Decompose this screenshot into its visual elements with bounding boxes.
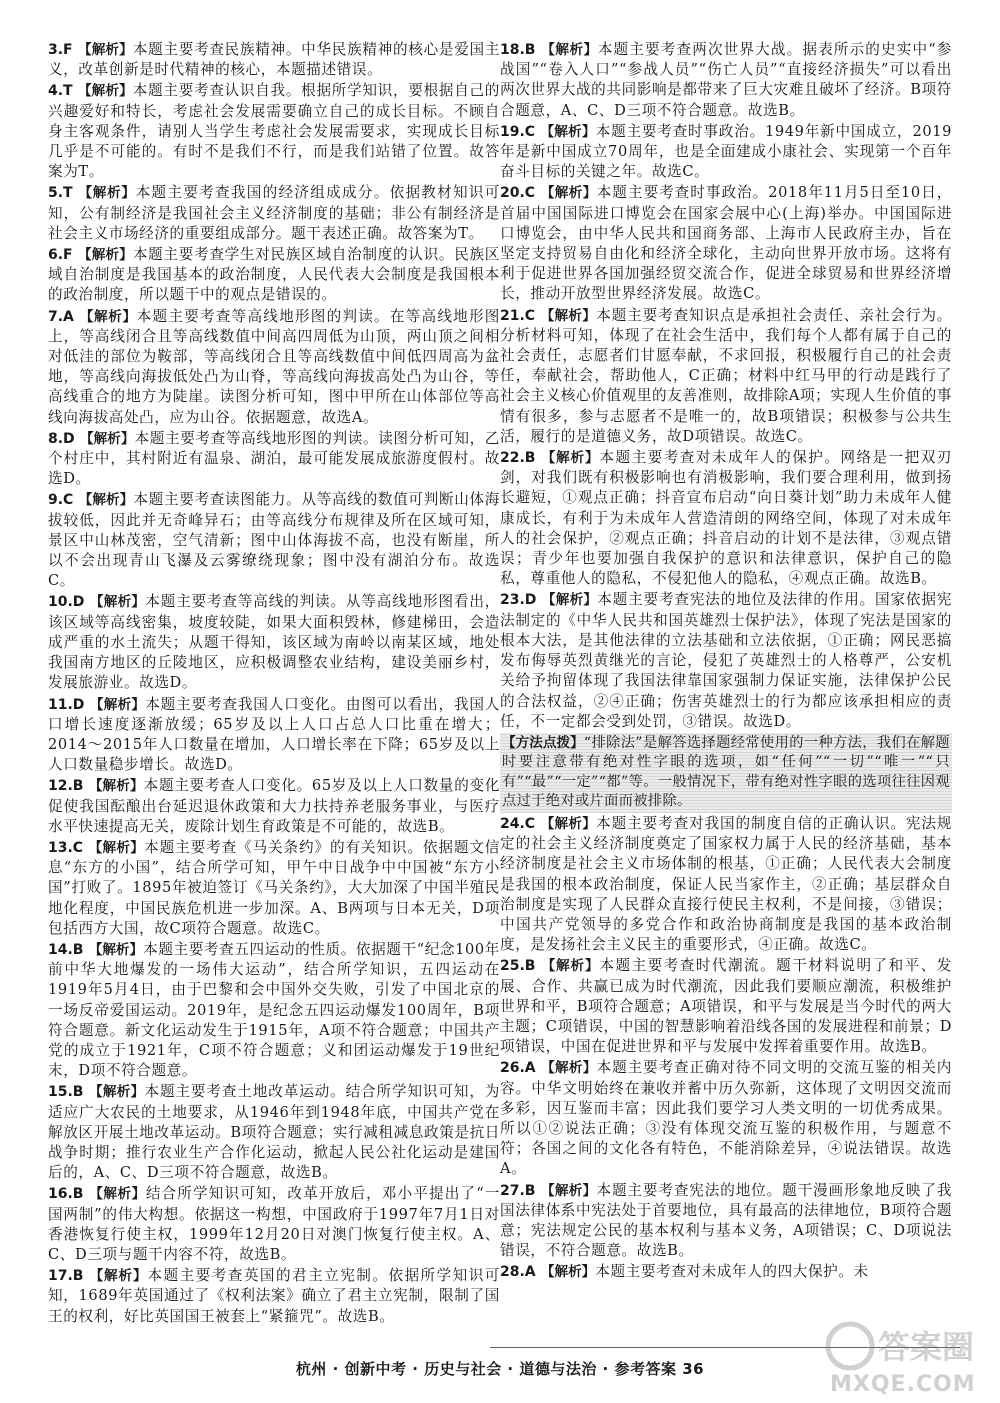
answer-entry <box>48 81 500 182</box>
answer-entry <box>48 490 500 591</box>
answer-entry <box>48 592 500 693</box>
watermark-logo-text: 答案圈 <box>878 1328 975 1366</box>
answer-number: 22.B <box>500 450 536 467</box>
answer-entry <box>48 40 500 80</box>
analysis-label: 【解析】 <box>540 815 597 832</box>
answer-number: 8.D <box>48 430 75 447</box>
answer-entry <box>500 1262 952 1282</box>
answer-number: 25.B <box>500 958 536 975</box>
watermark <box>820 1318 990 1398</box>
analysis-label: 【解析】 <box>79 308 137 325</box>
analysis-label: 【解析】 <box>541 592 598 609</box>
answer-number: 5.T <box>48 185 73 202</box>
analysis-label: 【解析】 <box>77 42 133 58</box>
answer-entry <box>500 306 952 447</box>
analysis-label: 【解析】 <box>78 185 136 202</box>
answer-text: 本题主要考查读图能力。从等高线的数值可判断山体海拔较低，因此并无奇峰异石；由等高线分布规律及所在区域可知，景区中山林茂密，空气清新；图中山体海拔不高，也没有断崖，所以不会出现青山飞瀑及云雾缭绕现象；图中没有湖泊分布。故选C。 <box>48 491 500 590</box>
method-tip <box>500 733 952 813</box>
analysis-label: 【解析】 <box>540 185 597 202</box>
analysis-label: 【解析】 <box>541 958 600 975</box>
answer-number: 11.D <box>48 696 85 713</box>
answer-number: 24.C <box>500 815 536 832</box>
answer-entry <box>48 429 500 490</box>
answer-entry <box>48 307 500 428</box>
answer-entry <box>500 1058 952 1179</box>
answer-number: 17.B <box>48 1268 84 1285</box>
answer-text: 本题主要考查两次世界大战。据表所示的史实中“参战国”“卷入人口”“参战人员”“伤亡人员”“直接经济损失”可以看出两次世界大战的共同影响是都带来了巨大灾难且破坏了经济。B项符合题意，A、C、D三项不符合题意。故选B。 <box>500 41 953 119</box>
answer-number: 7.A <box>48 308 74 325</box>
page-footer: 杭州 · 创新中考 · 历史与社会 · 道德与法治 · 参考答案 36 <box>295 1360 705 1378</box>
answer-number: 23.D <box>500 592 537 609</box>
answer-entry <box>500 956 952 1057</box>
answer-text: 本题主要考查对未成年人的保护。网络是一把双刃剑，对我们既有积极影响也有消极影响，我们要合理利用，做到扬长避短，①观点正确；抖音宣布启动“向日葵计划”助力未成年人健康成长，有利于为未成年人营造清朗的网络空间，体现了对未成年人的社会保护，②观点正确；抖音启动的计划不是法律，③观点错误；青少年也要加强自我保护的意识和法律意识，保护自己的隐私，尊重他人的隐私，不侵犯他人的隐私，④观点正确。故选B。 <box>500 449 952 588</box>
answer-text: 本题主要考查宪法的地位。题干漫画形象地反映了我国法律体系中宪法处于首要地位，具有最高的法律地位，B项符合题意；宪法规定公民的基本权利与基本义务，A项错误；C、D项说法错误，不符合题意。故选B。 <box>500 1181 952 1260</box>
answer-entry <box>500 183 952 304</box>
answer-entry <box>48 1082 500 1183</box>
answer-number: 16.B <box>48 1186 84 1203</box>
answer-entry <box>500 448 952 589</box>
answer-text: “排除法”是解答选择题经常使用的一种方法，我们在解题时要注意带有绝对性字眼的选项，如“任何”“一切”“唯一”“只有”“最”“一定”“都”等。一般情况下，带有绝对性字眼的选项往往因观点过于绝对或片面而被排除。 <box>502 734 950 810</box>
analysis-label: 【解析】 <box>541 1060 597 1077</box>
right-column <box>500 40 952 1284</box>
answer-text: 本题主要考查英国的君主立宪制。依据所学知识可知，1689年英国通过了《权利法案》确立了君主立宪制，限制了国王的权利，好比英国国王被套上“紧箍咒”。故选B。 <box>48 1267 500 1325</box>
analysis-label: 【解析】 <box>89 594 146 611</box>
answer-number: 14.B <box>48 941 84 958</box>
answer-text: 本题主要考查正确对待不同文明的交流互鉴的相关内容。中华文明始终在兼收并蓄中历久弥新，这体现了文明因交流而多彩，因互鉴而丰富；因此我们要学习人类文明的一切优秀成果。所以①②说法正确；③没有体现交流互鉴的积极作用，与题意不符；各国之间的文化各有特色，不能消除差异，④说法错误。故选A。 <box>500 1059 952 1178</box>
analysis-label: 【解析】 <box>89 1268 148 1285</box>
answer-text: 本题主要考查等高线地形图的判读。在等高线地形图上，等高线闭合且等高线数值中间高四周低为山顶，两山顶之间相对低洼的部位为鞍部，等高线闭合且等高线数值中间低四周高为盆地，等高线向海拔低处凸为山脊，等高线向海拔高处凸为山谷，等高线重合的地方为陡崖。读图分析可知，图中甲所在山体部位等高线向海拔高处凸，应为山谷。依据题意，故选A。 <box>48 307 500 426</box>
answer-text: 本题主要考查土地改革运动。结合所学知识可知，为适应广大农民的土地要求，从1946年到1948年底，中国共产党在解放区开展土地改革运动。B项符合题意；实行减租减息政策是抗日战争时期；推行农业生产合作化运动，掀起人民公社化运动是建国后的，A、C、D三项不符合题意，故选B。 <box>48 1083 500 1182</box>
analysis-label: 【解析】 <box>88 941 144 958</box>
answer-entry <box>500 590 952 731</box>
answer-number: 21.C <box>500 307 536 324</box>
answer-text: 结合所学知识可知，改革开放后，邓小平提出了“一国两制”的伟大构想。依据这一构想，中国政府于1997年7月1日对香港恢复行使主权，1999年12月20日对澳门恢复行使主权。A、C、D三项与题干内容不符，故选B。 <box>48 1185 501 1263</box>
answer-entry <box>48 940 500 1081</box>
answer-text: 本题主要考查知识点是承担社会责任、亲社会行为。分析材料可知，体现了在社会生活中，我们每个人都有属于自己的社会责任，志愿者们甘愿奉献，不求回报，积极履行自己的社会责任，奉献社会，帮助他人，C正确；材料中红马甲的行动是践行了社会主义核心价值观里的友善准则，故排除A项；实现人生价值的事情有很多，参与志愿者不是唯一的，故B项错误；积极参与公共生活，履行的是道德义务，故D项错误。故选C。 <box>500 306 952 445</box>
analysis-label: 【解析】 <box>540 123 596 140</box>
answer-entry <box>48 695 500 776</box>
answer-number: 9.C <box>48 492 74 509</box>
answer-text: 本题主要考查我国的经济组成成分。依据教材知识可知，公有制经济是我国社会主义经济制度的基础；非公有制经济是社会主义市场经济的重要组成部分。题干表述正确。故答案为T。 <box>48 184 500 242</box>
answer-text: 本题主要考查人口变化。65岁及以上人口数量的变化促使我国酝酿出台延迟退休政策和大力扶持养老服务事业，与医疗水平快速提高无关，废除计划生育政策是不可能的，故选B。 <box>48 777 500 835</box>
analysis-label: 【解析】 <box>541 42 598 58</box>
answer-text: 本题主要考查等高线地形图的判读。读图分析可知，乙个村庄中，其村附近有温泉、湖泊，最可能发展成旅游度假村。故选D。 <box>48 429 500 488</box>
analysis-label: 【解析】 <box>88 778 144 795</box>
answer-number: 20.C <box>500 185 536 202</box>
analysis-label: 【解析】 <box>541 450 600 467</box>
answer-number: 19.C <box>500 123 536 140</box>
answer-text: 本题主要考查我国人口变化。由图可以看出，我国人口增长速度逐渐放缓；65岁及以上人口占总人口比重在增大；2014～2015年人口数量在增加，人口增长率在下降；65岁及以上人口数量稳步增长。故选D。 <box>48 695 500 774</box>
answer-number: 6.F <box>48 247 73 264</box>
analysis-label: 【解析】 <box>77 83 133 100</box>
answer-number: 12.B <box>48 778 84 795</box>
analysis-label: 【解析】 <box>89 1084 145 1101</box>
answer-text: 本题主要考查时事政治。2018年11月5日至10日，首届中国国际进口博览会在国家会展中心(上海)举办。中国国际进口博览会，由中华人民共和国商务部、上海市人民政府主办，旨在坚定支持贸易自由化和经济全球化，主动向世界开放市场。这将有利于促进世界各国加强经贸交流合作，促进全球贸易和世界经济增长，推动开放型世界经济发展。故选C。 <box>500 184 952 303</box>
left-column <box>48 40 500 1328</box>
answer-number: 15.B <box>48 1084 84 1101</box>
answer-text: 本题主要考查五四运动的性质。依据题干“纪念100年前中华大地爆发的一场伟大运动”，结合所学知识，五四运动在1919年5月4日，由于巴黎和会中国外交失败，引发了中国北京的一场反帝爱国运动。2019年，是纪念五四运动爆发100周年，B项符合题意。新文化运动发生于1915年，A项不符合题意；中国共产党的成立于1921年，C项不符合题意；义和团运动爆发于19世纪末，D项不符合题意。 <box>48 940 500 1080</box>
answer-entry <box>500 122 952 183</box>
analysis-label: 【解析】 <box>541 1182 597 1199</box>
answer-entry <box>48 1266 500 1327</box>
answer-entry <box>48 1184 500 1265</box>
analysis-label: 【解析】 <box>540 307 597 324</box>
answer-entry <box>500 814 952 955</box>
answer-entry <box>48 245 500 306</box>
answer-entry <box>48 776 500 837</box>
answer-number: 27.B <box>500 1182 536 1199</box>
answer-number: 28.A <box>500 1264 536 1281</box>
analysis-label: 【解析】 <box>77 247 133 264</box>
answer-text: 本题主要考查对我国的制度自信的正确认识。宪法规定的社会主义经济制度奠定了国家权力属于人民的经济基础，基本经济制度是社会主义市场体制的根基，①正确；人民代表大会制度是我国的根本政治制度，保证人民当家作主，②正确；基层群众自治制度是实现了人民群众直接行使民主权利，不是间接，③错误；中国共产党领导的多党合作和政治协商制度是我国的基本政治制度，是发扬社会主义民主的重要形式，④正确。故选C。 <box>500 814 952 954</box>
answer-text: 本题主要考查民族精神。中华民族精神的核心是爱国主义，改革创新是时代精神的核心，本题描述错误。 <box>48 41 501 79</box>
answer-number: 18.B <box>500 42 536 58</box>
answer-number: 3.F <box>48 42 73 58</box>
answer-text: 本题主要考查宪法的地位及法律的作用。国家依据宪法制定的《中华人民共和国英雄烈士保护法》，体现了宪法是国家的根本大法，是其他法律的立法基础和立法依据，①正确；网民恶搞发布侮辱英烈黄继光的言论，侵犯了英雄烈士的人格尊严，公安机关给予拘留体现了我国法律靠国家强制力保证实施，法律保护公民的合法权益，②④正确；伤害英雄烈士的行为都应该承担相应的责任，不一定都会受到处罚，③错误。故选D。 <box>500 591 952 730</box>
watermark-url: MXQE.COM <box>830 1372 976 1397</box>
answer-text: 本题主要考查学生对民族区域自治制度的认识。民族区域自治制度是我国基本的政治制度，人民代表大会制度是我国根本的政治制度，所以题干中的观点是错误的。 <box>48 246 501 304</box>
answer-number: 4.T <box>48 83 73 100</box>
answer-number: 13.C <box>48 839 84 856</box>
answer-number: 10.D <box>48 594 85 611</box>
answer-text: 本题主要考查对未成年人的四大保护。未 <box>595 1263 869 1281</box>
answer-text: 本题主要考查等高线的判读。从等高线地形图看出，该区域等高线密集，坡度较陡，如果大面积毁林，修建梯田，会造成严重的水土流失；从题干得知，该区域为南岭以南某区域，地处我国南方地区的丘陵地区，应积极调整农业结构，建设美丽乡村，发展旅游业。故选D。 <box>48 593 500 692</box>
answer-text: 本题主要考查时事政治。1949年新中国成立，2019年是新中国成立70周年，也是全面建成小康社会、实现第一个百年奋斗目标的关键之年。故选C。 <box>500 122 952 181</box>
answer-entry <box>48 183 500 244</box>
analysis-label: 【解析】 <box>89 696 146 713</box>
analysis-label: 【解析】 <box>89 1186 146 1203</box>
answer-text: 本题主要考查时代潮流。题干材料说明了和平、发展、合作、共赢已成为时代潮流，因此我们要顺应潮流，积极维护世界和平，B项符合题意；A项错误，和平与发展是当今时代的两大主题；C项错误，中国的智慧影响着沿线各国的发展进程和前景；D项错误，中国在促进世界和平与发展中发挥着重要作用。故选B。 <box>500 957 952 1056</box>
analysis-label: 【解析】 <box>88 839 145 856</box>
analysis-label: 【解析】 <box>540 1264 596 1281</box>
answer-entry <box>48 838 500 939</box>
analysis-label: 【解析】 <box>79 430 135 447</box>
answer-text: 本题主要考查《马关条约》的有关知识。依据题文信息“东方的小国”，结合所学可知，甲午中日战争中中国被“东方小国”打败了。1895年被迫签订《马关条约》，大大加深了中国半殖民地化程度，中国民族危机进一步加深。A、B两项与日本无关，D项包括西方大国，故C项符合题意。故选C。 <box>48 838 500 937</box>
analysis-label: 【解析】 <box>78 492 134 509</box>
answer-entry <box>500 1181 952 1262</box>
watermark-logo <box>820 1318 990 1374</box>
tip-label: 【方法点拨】 <box>502 734 584 751</box>
answer-entry <box>500 40 952 121</box>
answer-text: 本题主要考查认识自我。根据所学知识，要根据自己的兴趣爱好和特长，考虑社会发展需要确立自己的成长目标。不顾自身主客观条件，请别人当学生考虑社会发展需要求，实现成长目标几乎是不可能的。有时不是我们不行，而是我们站错了位置。故答案为T。 <box>48 82 501 181</box>
answer-number: 26.A <box>500 1060 536 1077</box>
